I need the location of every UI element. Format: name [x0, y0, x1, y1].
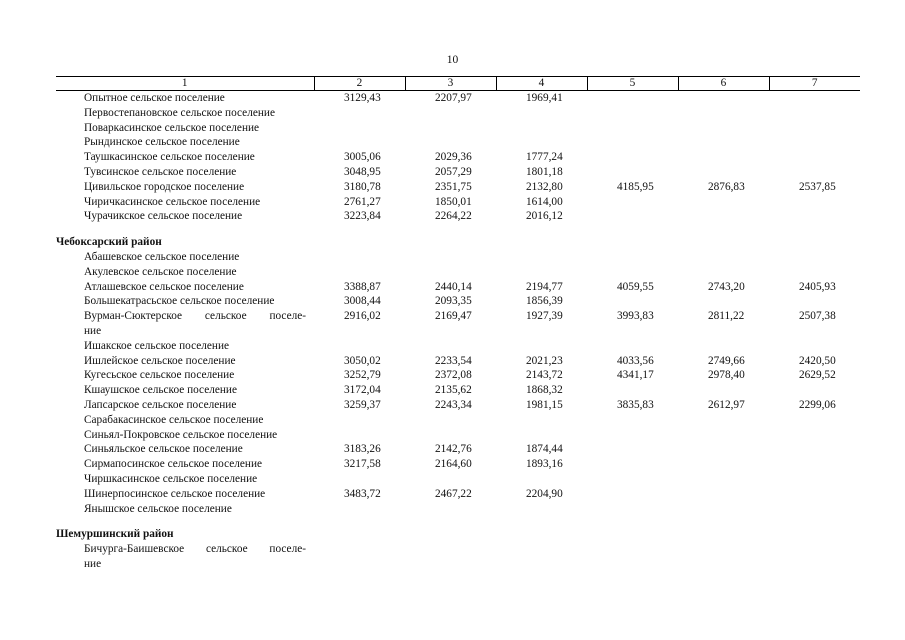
settlement-name: ние [84, 557, 102, 570]
value-cell-col6 [678, 339, 769, 354]
value-cell-col5: 4059,55 [617, 280, 654, 293]
value-cell-col3 [405, 121, 496, 136]
settlement-name: Кугесьское сельское поселение [84, 369, 235, 382]
value-cell-col2 [314, 413, 405, 428]
value-cell-col7 [769, 457, 860, 472]
value-cell-col4: 1777,24 [526, 151, 563, 164]
value-cell-col6: 2743,20 [708, 280, 745, 293]
value-cell-col3 [405, 135, 496, 150]
value-cell-col7: 2537,85 [799, 180, 836, 193]
value-cell-col6: 2749,66 [708, 354, 745, 367]
tariff-table [56, 76, 860, 572]
settlement-name-text: Вурман-Сюктерское сельское поселе- [84, 310, 306, 323]
value-cell-col4: 2143,72 [526, 369, 563, 382]
value-cell-col5 [587, 106, 678, 121]
value-cell-col7 [769, 472, 860, 487]
table-row [56, 209, 860, 224]
value-cell-col7 [769, 324, 860, 339]
value-cell-col2 [314, 121, 405, 136]
settlement-name [56, 542, 314, 557]
value-cell-col6 [678, 121, 769, 136]
value-cell-col2: 3252,79 [344, 369, 381, 382]
value-cell-col7 [769, 265, 860, 280]
value-cell-col5 [587, 294, 678, 309]
value-cell-col7 [769, 209, 860, 224]
value-cell-col4 [496, 265, 587, 280]
value-cell-col2 [314, 472, 405, 487]
value-cell-col3: 2243,34 [435, 398, 472, 411]
value-cell-col6 [678, 557, 769, 572]
value-cell-col4 [496, 472, 587, 487]
value-cell-col6 [678, 428, 769, 443]
value-cell-col5 [587, 457, 678, 472]
value-cell-col4 [496, 413, 587, 428]
value-cell-col2: 3217,58 [344, 458, 381, 471]
value-cell-col5 [587, 165, 678, 180]
settlement-name: Лапсарское сельское поселение [84, 398, 237, 411]
value-cell-col7 [769, 91, 860, 106]
value-cell-col5 [587, 413, 678, 428]
table-row [56, 165, 860, 180]
value-cell-col4 [496, 121, 587, 136]
settlement-name: Таушкасинское сельское поселение [84, 151, 255, 164]
table-row [56, 150, 860, 165]
table-row [56, 413, 860, 428]
table-row [56, 398, 860, 413]
value-cell-col7 [769, 413, 860, 428]
table-row [56, 135, 860, 150]
column-header-6: 6 [678, 77, 769, 91]
value-cell-col6: 2612,97 [708, 398, 745, 411]
value-cell-col4: 1893,16 [526, 458, 563, 471]
value-cell-col5 [587, 502, 678, 517]
value-cell-col2: 3050,02 [344, 354, 381, 367]
value-cell-col5 [587, 91, 678, 106]
value-cell-col3: 2372,08 [435, 369, 472, 382]
column-header-5: 5 [587, 77, 678, 91]
value-cell-col2 [314, 250, 405, 265]
column-header-1: 1 [56, 77, 314, 91]
value-cell-col7 [769, 165, 860, 180]
value-cell-col2: 3483,72 [344, 487, 381, 500]
value-cell-col4: 2132,80 [526, 180, 563, 193]
value-cell-col2 [314, 135, 405, 150]
value-cell-col4: 1614,00 [526, 195, 563, 208]
table-row [56, 557, 860, 572]
table-row [56, 106, 860, 121]
spacer-row [56, 224, 860, 235]
value-cell-col3 [405, 339, 496, 354]
value-cell-col4 [496, 542, 587, 557]
value-cell-col3: 2029,36 [435, 151, 472, 164]
header-row [56, 77, 860, 91]
table-row [56, 309, 860, 324]
table-body [56, 91, 860, 572]
value-cell-col3: 2135,62 [435, 384, 472, 397]
value-cell-col4 [496, 250, 587, 265]
value-cell-col6 [678, 324, 769, 339]
table-row [56, 339, 860, 354]
value-cell-col3: 2207,97 [435, 92, 472, 104]
settlement-name: Поваркасинское сельское поселение [84, 121, 260, 134]
value-cell-col6: 2876,83 [708, 180, 745, 193]
value-cell-col2: 2761,27 [344, 195, 381, 208]
settlement-name: Атлашевское сельское поселение [84, 280, 244, 293]
value-cell-col5 [587, 250, 678, 265]
table-row [56, 121, 860, 136]
spacer-cell [56, 224, 860, 235]
value-cell-col7 [769, 487, 860, 502]
table-row [56, 324, 860, 339]
value-cell-col2: 3259,37 [344, 398, 381, 411]
table-row [56, 502, 860, 517]
settlement-name: Кшаушское сельское поселение [84, 384, 237, 397]
column-header-7: 7 [769, 77, 860, 91]
table-row [56, 368, 860, 383]
value-cell-col3 [405, 502, 496, 517]
column-header-3: 3 [405, 77, 496, 91]
value-cell-col6 [678, 135, 769, 150]
value-cell-col7 [769, 195, 860, 210]
value-cell-col5: 4033,56 [617, 354, 654, 367]
value-cell-col4: 2016,12 [526, 210, 563, 223]
settlement-name: Рындинское сельское поселение [84, 136, 240, 149]
page-number: 10 [446, 54, 459, 66]
table-row [56, 195, 860, 210]
value-cell-col2 [314, 265, 405, 280]
value-cell-col6 [678, 165, 769, 180]
value-cell-col7: 2299,06 [799, 398, 836, 411]
table-row [56, 294, 860, 309]
settlement-name: Тувсинское сельское поселение [84, 165, 237, 178]
value-cell-col4: 1874,44 [526, 443, 563, 456]
settlement-name: Акулевское сельское поселение [84, 265, 237, 278]
value-cell-col5 [587, 324, 678, 339]
value-cell-col2: 3048,95 [344, 165, 381, 178]
table-row [56, 280, 860, 295]
value-cell-col7 [769, 542, 860, 557]
value-cell-col4 [496, 502, 587, 517]
value-cell-col5 [587, 383, 678, 398]
value-cell-col4: 2021,23 [526, 354, 563, 367]
value-cell-col2: 3388,87 [344, 280, 381, 293]
value-cell-col5 [587, 150, 678, 165]
value-cell-col2 [314, 106, 405, 121]
value-cell-col5 [587, 442, 678, 457]
value-cell-col6 [678, 250, 769, 265]
value-cell-col6 [678, 457, 769, 472]
value-cell-col6 [678, 209, 769, 224]
table-row [56, 457, 860, 472]
settlement-name: Синьяльское сельское поселение [84, 443, 243, 456]
value-cell-col3 [405, 472, 496, 487]
value-cell-col7 [769, 250, 860, 265]
value-cell-col4 [496, 135, 587, 150]
value-cell-col6 [678, 383, 769, 398]
value-cell-col6: 2811,22 [708, 310, 745, 323]
table-row [56, 542, 860, 557]
value-cell-col2 [314, 557, 405, 572]
value-cell-col6 [678, 294, 769, 309]
settlement-name: Сарабакасинское сельское поселение [84, 413, 264, 426]
settlement-name: Чурачикское сельское поселение [84, 210, 243, 223]
value-cell-col2: 3183,26 [344, 443, 381, 456]
table-row [56, 442, 860, 457]
value-cell-col7: 2507,38 [799, 310, 836, 323]
district-heading: Шемуршинский район [56, 528, 174, 541]
value-cell-col5 [587, 135, 678, 150]
value-cell-col4: 1927,39 [526, 310, 563, 323]
value-cell-col5 [587, 428, 678, 443]
value-cell-col3: 2164,60 [435, 458, 472, 471]
value-cell-col5 [587, 472, 678, 487]
value-cell-col4 [496, 428, 587, 443]
value-cell-col2 [314, 542, 405, 557]
table-row [56, 250, 860, 265]
value-cell-col2: 3005,06 [344, 151, 381, 164]
settlement-name: Чиршкасинское сельское поселение [84, 472, 258, 485]
value-cell-col3: 2169,47 [435, 310, 472, 323]
value-cell-col6: 2978,40 [708, 369, 745, 382]
spacer-row [56, 516, 860, 527]
value-cell-col6 [678, 542, 769, 557]
value-cell-col3: 2467,22 [435, 487, 472, 500]
value-cell-col2: 3008,44 [344, 295, 381, 308]
value-cell-col7 [769, 383, 860, 398]
table-row [56, 354, 860, 369]
table-row [56, 91, 860, 106]
table-row [56, 487, 860, 502]
value-cell-col7 [769, 150, 860, 165]
value-cell-col2 [314, 339, 405, 354]
value-cell-col4: 1801,18 [526, 165, 563, 178]
value-cell-col4 [496, 557, 587, 572]
value-cell-col7 [769, 557, 860, 572]
value-cell-col2: 3180,78 [344, 180, 381, 193]
district-heading-row [56, 527, 860, 542]
value-cell-col2 [314, 502, 405, 517]
value-cell-col3: 2264,22 [435, 210, 472, 223]
value-cell-col2: 2916,02 [344, 310, 381, 323]
value-cell-col3: 2142,76 [435, 443, 472, 456]
value-cell-col4: 1969,41 [526, 92, 563, 104]
settlement-name: Цивильское городское поселение [84, 180, 245, 193]
value-cell-col7 [769, 339, 860, 354]
settlement-name: ние [84, 324, 102, 337]
value-cell-col2: 3129,43 [344, 92, 381, 104]
value-cell-col6 [678, 413, 769, 428]
value-cell-col2 [314, 428, 405, 443]
value-cell-col3 [405, 250, 496, 265]
column-header-2: 2 [314, 77, 405, 91]
settlement-name [56, 309, 314, 324]
value-cell-col3 [405, 106, 496, 121]
value-cell-col6 [678, 91, 769, 106]
settlement-name: Сирмапосинское сельское поселение [84, 458, 263, 471]
settlement-name: Опытное сельское поселение [84, 92, 225, 104]
table-row [56, 180, 860, 195]
value-cell-col4: 1856,39 [526, 295, 563, 308]
value-cell-col5 [587, 121, 678, 136]
value-cell-col7 [769, 442, 860, 457]
value-cell-col3: 1850,01 [435, 195, 472, 208]
value-cell-col6 [678, 502, 769, 517]
table-row [56, 265, 860, 280]
value-cell-col6 [678, 472, 769, 487]
value-cell-col7 [769, 294, 860, 309]
value-cell-col5: 3993,83 [617, 310, 654, 323]
spacer-cell [56, 516, 860, 527]
value-cell-col7 [769, 135, 860, 150]
settlement-name: Первостепановское сельское поселение [84, 106, 275, 119]
settlement-name: Ишакское сельское поселение [84, 339, 230, 352]
value-cell-col6 [678, 150, 769, 165]
value-cell-col3 [405, 413, 496, 428]
value-cell-col3: 2440,14 [435, 280, 472, 293]
value-cell-col5: 4185,95 [617, 180, 654, 193]
value-cell-col3 [405, 265, 496, 280]
value-cell-col5 [587, 195, 678, 210]
settlement-name: Большекатрасьское сельское поселение [84, 295, 275, 308]
value-cell-col7: 2629,52 [799, 369, 836, 382]
value-cell-col3: 2351,75 [435, 180, 472, 193]
value-cell-col3 [405, 557, 496, 572]
value-cell-col4 [496, 324, 587, 339]
value-cell-col7: 2405,93 [799, 280, 836, 293]
settlement-name-text: Бичурга-Баишевское сельское поселе- [84, 543, 306, 556]
value-cell-col6 [678, 442, 769, 457]
settlement-name: Чиричкасинское сельское поселение [84, 195, 261, 208]
value-cell-col7 [769, 121, 860, 136]
value-cell-col3: 2057,29 [435, 165, 472, 178]
table-row [56, 428, 860, 443]
district-heading-row [56, 235, 860, 250]
value-cell-col2: 3172,04 [344, 384, 381, 397]
value-cell-col7 [769, 428, 860, 443]
value-cell-col4: 2204,90 [526, 487, 563, 500]
value-cell-col7 [769, 502, 860, 517]
value-cell-col6 [678, 487, 769, 502]
value-cell-col5 [587, 487, 678, 502]
value-cell-col4: 2194,77 [526, 280, 563, 293]
value-cell-col5: 4341,17 [617, 369, 654, 382]
value-cell-col6 [678, 195, 769, 210]
value-cell-col5 [587, 557, 678, 572]
value-cell-col5 [587, 265, 678, 280]
column-header-4: 4 [496, 77, 587, 91]
value-cell-col7 [769, 106, 860, 121]
value-cell-col4: 1868,32 [526, 384, 563, 397]
table-row [56, 383, 860, 398]
settlement-name: Абашевское сельское поселение [84, 250, 240, 263]
value-cell-col4 [496, 339, 587, 354]
value-cell-col4 [496, 106, 587, 121]
value-cell-col5: 3835,83 [617, 398, 654, 411]
value-cell-col2: 3223,84 [344, 210, 381, 223]
value-cell-col4: 1981,15 [526, 398, 563, 411]
settlement-name: Ишлейское сельское поселение [84, 354, 236, 367]
table-row [56, 472, 860, 487]
settlement-name: Янышское сельское поселение [84, 502, 232, 515]
value-cell-col6 [678, 106, 769, 121]
settlement-name: Шинерпосинское сельское поселение [84, 487, 266, 500]
value-cell-col3: 2233,54 [435, 354, 472, 367]
value-cell-col7: 2420,50 [799, 354, 836, 367]
value-cell-col3 [405, 324, 496, 339]
settlement-name: Синьял-Покровское сельское поселение [84, 428, 278, 441]
value-cell-col5 [587, 339, 678, 354]
value-cell-col2 [314, 324, 405, 339]
value-cell-col6 [678, 265, 769, 280]
district-heading: Чебоксарский район [56, 236, 162, 249]
value-cell-col3 [405, 542, 496, 557]
value-cell-col5 [587, 209, 678, 224]
value-cell-col5 [587, 542, 678, 557]
value-cell-col3 [405, 428, 496, 443]
value-cell-col3: 2093,35 [435, 295, 472, 308]
